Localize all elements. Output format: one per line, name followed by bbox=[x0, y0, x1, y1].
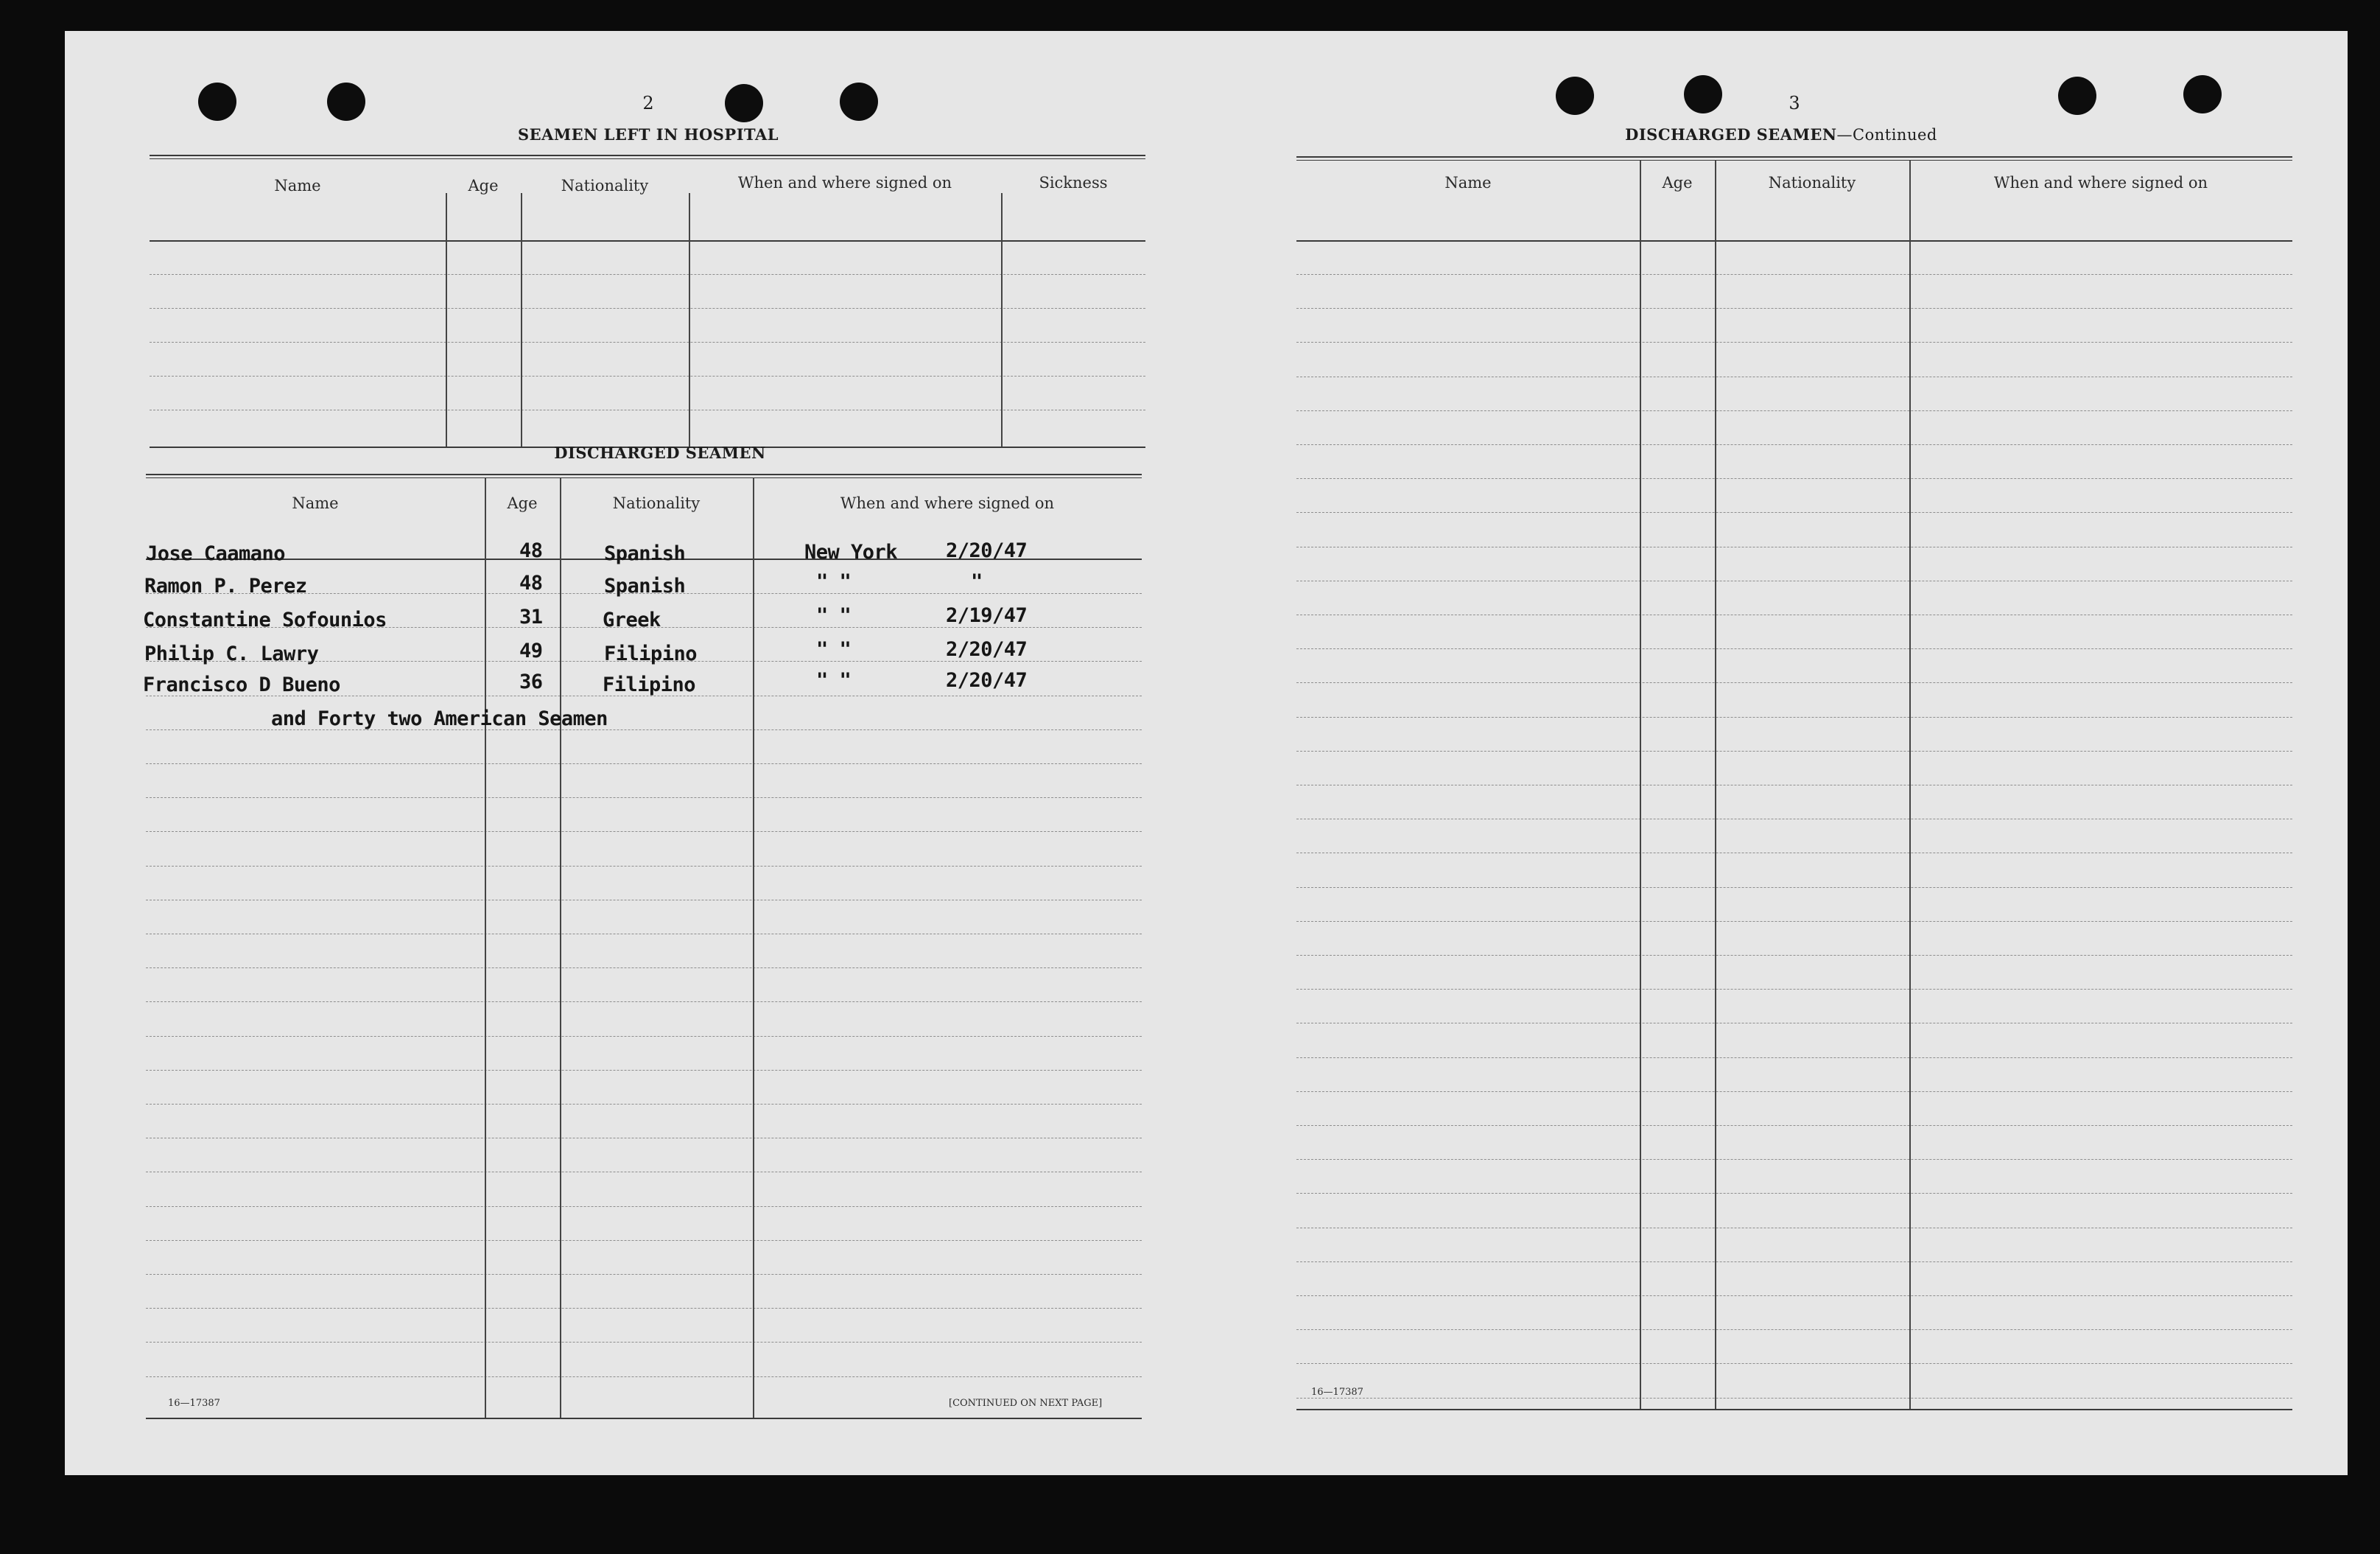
ruled-line bbox=[146, 1342, 1142, 1343]
ruled-line bbox=[146, 1206, 1142, 1207]
ruled-line bbox=[146, 866, 1142, 867]
col-header-signed-on: When and where signed on bbox=[1993, 174, 2208, 192]
ruled-line bbox=[146, 797, 1142, 798]
hospital-section-title: SEAMEN LEFT IN HOSPITAL bbox=[517, 125, 779, 144]
ruled-line bbox=[146, 763, 1142, 764]
ruled-line bbox=[1296, 512, 2292, 513]
ruled-line bbox=[1296, 955, 2292, 956]
col-header-nationality: Nationality bbox=[612, 494, 701, 512]
seaman-name: Constantine Sofounios bbox=[143, 609, 387, 631]
signed-on-place: " " bbox=[816, 604, 852, 627]
page-number-right: 3 bbox=[1788, 93, 1800, 113]
ruled-line bbox=[1296, 1261, 2292, 1262]
discharged-continued-table bbox=[1296, 156, 2292, 1424]
col-header-signed-on: When and where signed on bbox=[840, 494, 1055, 512]
seaman-nationality: Filipino bbox=[604, 643, 698, 665]
signed-on-date: 2/20/47 bbox=[946, 638, 1028, 661]
signed-on-place: " " bbox=[816, 669, 852, 692]
signed-on-date: 2/20/47 bbox=[946, 539, 1028, 562]
punch-hole bbox=[327, 83, 365, 121]
discharged-section-title: DISCHARGED SEAMEN bbox=[554, 444, 766, 462]
ruled-line bbox=[1296, 717, 2292, 718]
signed-on-date: 2/20/47 bbox=[946, 669, 1028, 692]
ruled-line bbox=[1296, 1363, 2292, 1364]
ruled-line bbox=[1296, 308, 2292, 309]
seaman-name: Francisco D Bueno bbox=[143, 673, 340, 696]
signed-on-place: " " bbox=[816, 570, 852, 593]
form-number-right: 16—17387 bbox=[1311, 1387, 1363, 1398]
continued-note: [CONTINUED ON NEXT PAGE] bbox=[949, 1398, 1103, 1409]
ruled-line bbox=[146, 1308, 1142, 1309]
ruled-line bbox=[146, 1274, 1142, 1275]
ruled-line bbox=[1296, 1295, 2292, 1296]
ruled-line bbox=[1296, 444, 2292, 445]
punch-hole bbox=[198, 83, 236, 121]
ruled-line bbox=[1296, 410, 2292, 411]
seaman-age: 48 bbox=[519, 572, 543, 595]
ruled-line bbox=[1296, 1398, 2292, 1399]
ruled-line bbox=[146, 1240, 1142, 1241]
scanned-document bbox=[65, 31, 2348, 1475]
ruled-line bbox=[1296, 478, 2292, 479]
seaman-name: Ramon P. Perez bbox=[144, 575, 307, 598]
col-header-name: Name bbox=[292, 494, 339, 512]
ruled-line bbox=[1296, 1091, 2292, 1092]
ruled-line bbox=[1296, 1057, 2292, 1058]
ruled-line bbox=[1296, 342, 2292, 343]
seaman-name: Philip C. Lawry bbox=[144, 643, 319, 665]
punch-hole bbox=[1556, 77, 1594, 115]
form-number-left: 16—17387 bbox=[168, 1398, 220, 1409]
signed-on-date: 2/19/47 bbox=[946, 604, 1028, 627]
seaman-age: 48 bbox=[519, 539, 543, 562]
ruled-line bbox=[146, 831, 1142, 832]
seaman-nationality: Greek bbox=[603, 609, 661, 631]
signed-on-date: " bbox=[971, 570, 983, 593]
ruled-line bbox=[1296, 682, 2292, 683]
seaman-name: Jose Caamano bbox=[146, 542, 286, 565]
punch-hole bbox=[2183, 75, 2222, 113]
ruled-line bbox=[1296, 1159, 2292, 1160]
col-header-age: Age bbox=[1662, 174, 1693, 192]
ruled-line bbox=[146, 1001, 1142, 1002]
punch-hole bbox=[725, 84, 763, 122]
ruled-line bbox=[146, 1036, 1142, 1037]
title-main: DISCHARGED SEAMEN bbox=[1625, 125, 1837, 144]
seaman-age: 49 bbox=[519, 640, 543, 662]
ruled-line bbox=[1296, 921, 2292, 922]
ruled-line bbox=[146, 1070, 1142, 1071]
col-header-name: Name bbox=[274, 177, 321, 195]
ruled-line bbox=[146, 1104, 1142, 1105]
ruled-line bbox=[1296, 887, 2292, 888]
signed-on-place: " " bbox=[816, 638, 852, 661]
col-header-signed-on: When and where signed on bbox=[737, 174, 952, 192]
title-suffix: —Continued bbox=[1836, 126, 1937, 144]
ruled-line bbox=[1296, 1125, 2292, 1126]
seaman-nationality: Spanish bbox=[604, 542, 686, 565]
punch-hole bbox=[840, 83, 878, 121]
continued-section-title bbox=[1625, 125, 1937, 144]
col-header-age: Age bbox=[468, 177, 499, 195]
ruled-line bbox=[1296, 989, 2292, 990]
ruled-line bbox=[1296, 648, 2292, 649]
ruled-line bbox=[1296, 1329, 2292, 1330]
col-header-sickness: Sickness bbox=[1039, 174, 1108, 192]
seaman-nationality: Spanish bbox=[604, 575, 686, 598]
ruled-line bbox=[1296, 274, 2292, 275]
seaman-age: 36 bbox=[519, 671, 543, 693]
seaman-age: 31 bbox=[519, 606, 543, 629]
punch-hole bbox=[2058, 77, 2096, 115]
punch-hole bbox=[1684, 75, 1722, 113]
ruled-line bbox=[1296, 1193, 2292, 1194]
american-seamen-note: and Forty two American Seamen bbox=[271, 707, 608, 730]
page-number-left: 2 bbox=[642, 93, 654, 113]
signed-on-place: New York bbox=[804, 541, 898, 564]
ruled-line bbox=[146, 967, 1142, 968]
col-header-nationality: Nationality bbox=[1768, 174, 1856, 192]
ruled-line bbox=[146, 1376, 1142, 1377]
ruled-line bbox=[1296, 751, 2292, 752]
col-header-age: Age bbox=[507, 494, 538, 512]
col-header-name: Name bbox=[1445, 174, 1492, 192]
hospital-table bbox=[150, 155, 1145, 453]
col-header-nationality: Nationality bbox=[561, 177, 649, 195]
seaman-nationality: Filipino bbox=[603, 673, 696, 696]
